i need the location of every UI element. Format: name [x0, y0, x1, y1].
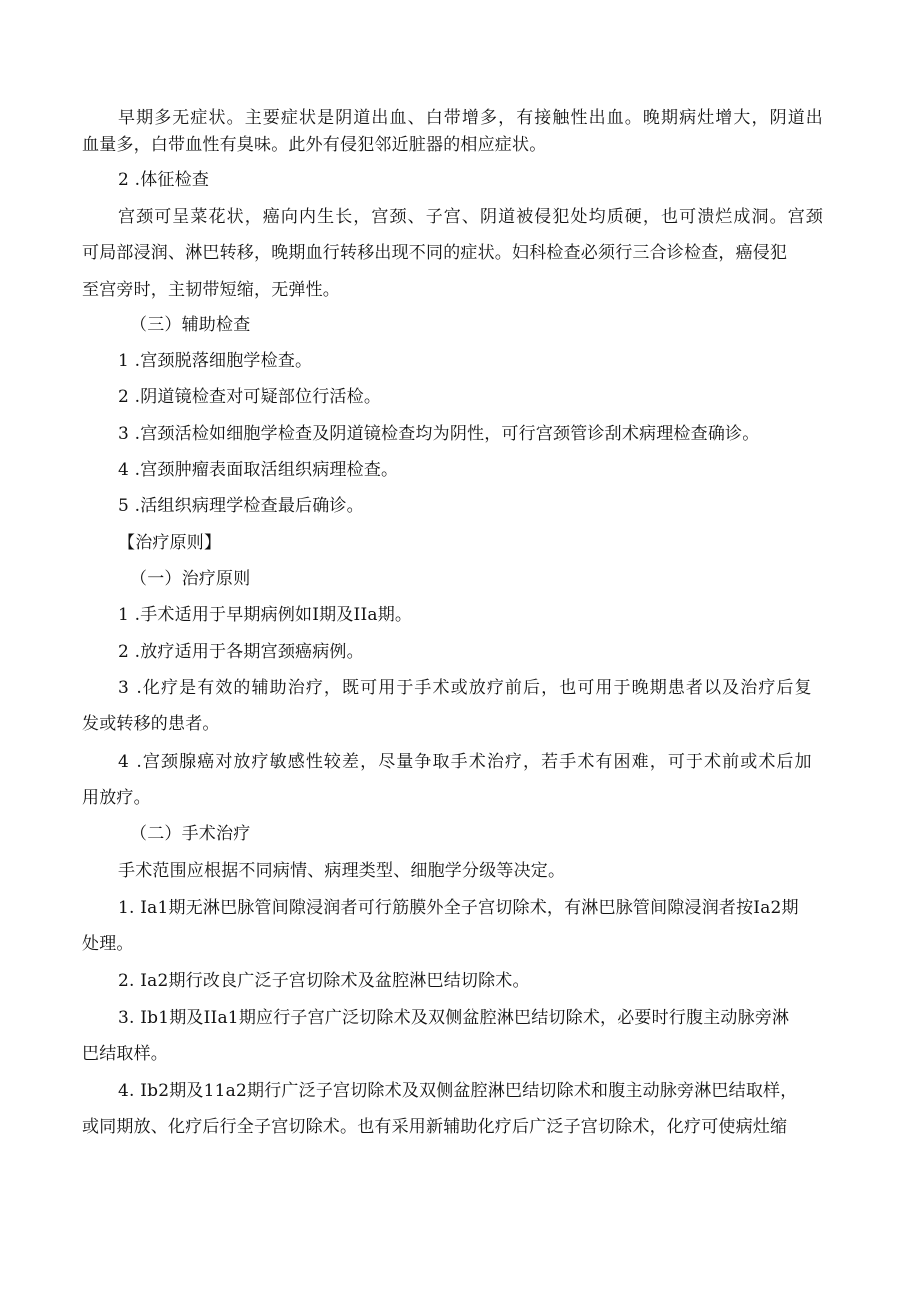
list-item: 2 .阴道镜检查对可疑部位行活检。 — [118, 387, 382, 407]
section-heading: 2 .体征检查 — [118, 170, 210, 190]
paragraph-line: 早期多无症状。主要症状是阴道出血、白带增多，有接触性出血。晚期病灶增大，阴道出 — [118, 108, 824, 128]
list-item: 3 .宫颈活检如细胞学检查及阴道镜检查均为阴性，可行宫颈管诊刮术病理检查确诊。 — [118, 424, 760, 444]
list-item-continuation: 巴结取样。 — [82, 1044, 168, 1064]
section-heading: （二）手术治疗 — [130, 824, 251, 844]
list-item: 1 .手术适用于早期病例如I期及IIa期。 — [118, 605, 413, 625]
paragraph-line: 手术范围应根据不同病情、病理类型、细胞学分级等决定。 — [118, 861, 566, 881]
list-item: 1 .宫颈脱落细胞学检查。 — [118, 351, 313, 371]
list-item: 5 .活组织病理学检查最后确诊。 — [118, 496, 364, 516]
section-heading: （三）辅助检查 — [130, 315, 251, 335]
list-item: 4 .宫颈腺癌对放疗敏感性较差，尽量争取手术治疗，若手术有困难，可于术前或术后加 — [118, 752, 813, 772]
list-item: 2 .放疗适用于各期宫颈癌病例。 — [118, 642, 364, 662]
paragraph-line: 宫颈可呈菜花状，癌向内生长，宫颈、子宫、阴道被侵犯处均质硬，也可溃烂成洞。宫颈 — [118, 207, 824, 227]
list-item: 4 .宫颈肿瘤表面取活组织病理检查。 — [118, 460, 399, 480]
list-item-continuation: 处理。 — [82, 934, 134, 954]
list-item: 3 .化疗是有效的辅助治疗，既可用于手术或放疗前后，也可用于晚期患者以及治疗后复 — [118, 678, 813, 698]
section-heading: （一）治疗原则 — [130, 569, 251, 589]
list-item: 3. Ib1期及IIa1期应行子宫广泛切除术及双侧盆腔淋巴结切除术，必要时行腹主动脉旁淋 — [118, 1008, 790, 1028]
list-item-continuation: 或同期放、化疗后行全子宫切除术。也有采用新辅助化疗后广泛子宫切除术，化疗可使病灶缩 — [82, 1117, 788, 1137]
list-item: 2. Ia2期行改良广泛子宫切除术及盆腔淋巴结切除术。 — [118, 971, 530, 991]
list-item-continuation: 发或转移的患者。 — [82, 714, 220, 734]
paragraph-line: 可局部浸润、淋巴转移，晚期血行转移出现不同的症状。妇科检查必须行三合诊检查，癌侵犯 — [82, 243, 788, 263]
paragraph-line: 血量多，白带血性有臭味。此外有侵犯邻近脏器的相应症状。 — [82, 135, 547, 155]
section-heading: 【治疗原则】 — [118, 533, 222, 553]
list-item: 1. Ia1期无淋巴脉管间隙浸润者可行筋膜外全子宫切除术，有淋巴脉管间隙浸润者按Ia2期 — [118, 898, 799, 918]
list-item-continuation: 用放疗。 — [82, 788, 151, 808]
paragraph-line: 至宫旁时，主韧带短缩，无弹性。 — [82, 280, 340, 300]
list-item: 4. Ib2期及11a2期行广泛子宫切除术及双侧盆腔淋巴结切除术和腹主动脉旁淋巴结取样， — [118, 1081, 798, 1101]
